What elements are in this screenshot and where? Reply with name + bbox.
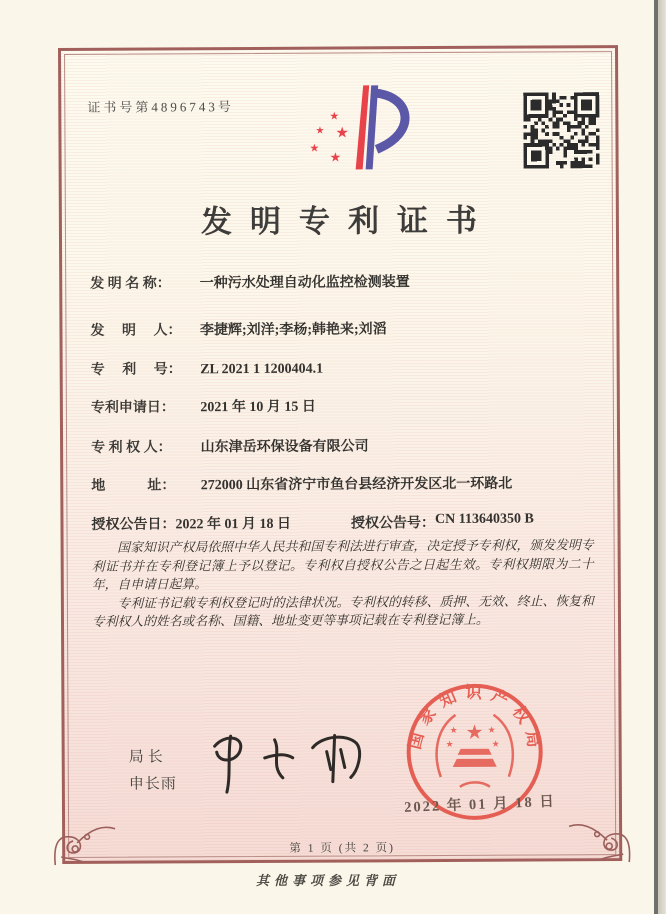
svg-text:★: ★ <box>329 149 342 165</box>
field-patent-number <box>91 356 597 379</box>
qr-code-icon <box>523 92 599 168</box>
corner-flourish-icon <box>567 800 633 866</box>
cnipa-logo-icon <box>299 77 418 184</box>
field-label: 地 址： <box>91 478 176 494</box>
certificate-title: 发明专利证书 <box>200 202 495 240</box>
seal-arc-text: 国家知识产权局 <box>404 682 545 757</box>
certificate-frame <box>58 45 622 864</box>
grant-no-value: CN 113640350 B <box>434 511 534 528</box>
field-label: 发 明 人： <box>90 323 182 339</box>
commissioner-name: 申长雨 <box>128 776 177 793</box>
photo-edge-light <box>658 0 666 914</box>
field-patentee <box>91 434 597 457</box>
field-value: 一种污水处理自动化监控检测装置 <box>199 275 410 292</box>
svg-text:★: ★ <box>449 724 458 735</box>
field-value: 272000 山东省济宁市鱼台县经济开发区北一环路北 <box>200 476 513 494</box>
field-label: 专利申请日： <box>90 400 175 416</box>
field-inventors <box>90 317 596 340</box>
svg-text:★: ★ <box>315 125 325 137</box>
svg-text:★: ★ <box>445 738 454 749</box>
field-value: 李捷辉;刘洋;李杨;韩艳来;刘滔 <box>199 322 387 339</box>
field-invention-name <box>90 270 596 293</box>
field-label: 发 明 名 称： <box>90 276 171 292</box>
certificate-number: 证书号第4896743号 <box>87 99 234 115</box>
grant-no-label: 授权公告号： <box>350 516 436 532</box>
handwritten-signature-icon <box>201 717 371 804</box>
grant-row <box>91 511 597 534</box>
national-emblem <box>436 715 513 787</box>
seal-date-stamp: 2022 年 01 月 18 日 <box>403 793 557 816</box>
field-value: 山东津岳环保设备有限公司 <box>200 439 369 456</box>
legal-paragraph-1: 国家知识产权局依照中华人民共和国专利法进行审查，决定授予专利权，颁发发明专利证书并在专利登记簿上予以登记。专利权自授权公告之日起生效。专利权期限为二十年，自申请日起算。 <box>91 538 594 593</box>
reverse-side-note: 其他事项参见背面 <box>255 873 400 888</box>
svg-text:★: ★ <box>487 724 496 735</box>
field-label: 专 利 权 人： <box>91 440 172 456</box>
legal-text <box>92 536 594 632</box>
svg-text:国家知识产权局 <box>405 682 545 757</box>
corner-flourish-icon <box>51 803 117 869</box>
grant-date-label: 授权公告日： <box>91 517 176 533</box>
field-label: 专 利 号： <box>90 362 182 378</box>
svg-text:★: ★ <box>491 738 500 749</box>
field-value: 2021 年 10 月 15 日 <box>200 399 316 416</box>
field-filing-date <box>91 394 597 417</box>
field-value: ZL 2021 1 1200404.1 <box>200 361 324 378</box>
grant-date-value: 2022 年 01 月 18 日 <box>175 516 292 533</box>
svg-text:★: ★ <box>329 110 340 123</box>
page-indicator: 第 1 页 (共 2 页) <box>289 842 395 855</box>
field-address <box>91 472 597 495</box>
svg-text:★: ★ <box>335 125 349 142</box>
svg-text:★: ★ <box>309 142 320 155</box>
svg-text:★: ★ <box>465 721 484 744</box>
legal-paragraph-2: 专利证书记载专利权登记时的法律状况。专利权的转移、质押、无效、终止、恢复和专利权人的姓名或名称、国籍、地址变更等事项记载在专利登记簿上。 <box>91 593 594 630</box>
commissioner-title: 局长 <box>128 749 167 766</box>
